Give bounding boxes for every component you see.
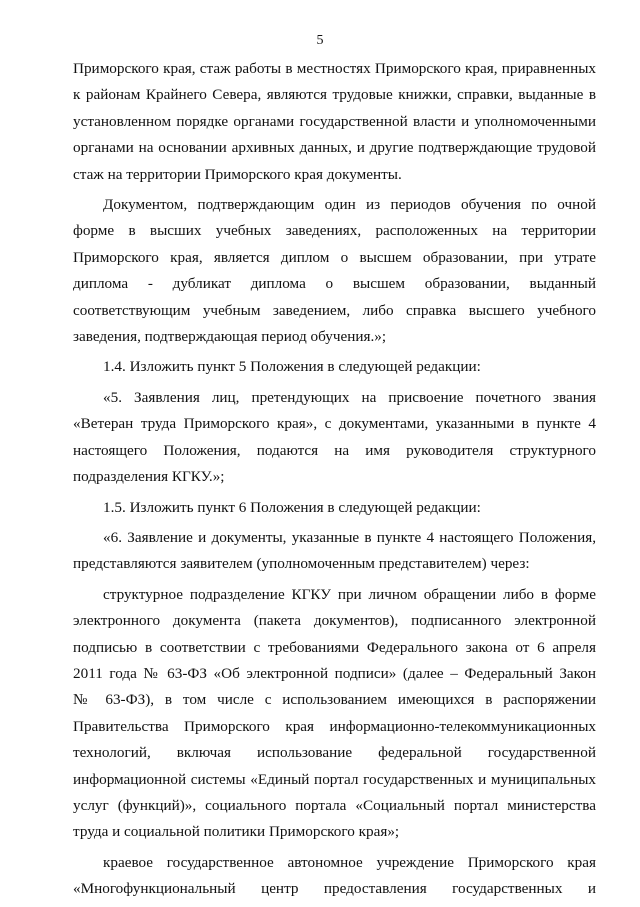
text-line: подписью в соответствии с требованиями Федерального закона от 6 апреля [73, 638, 596, 656]
text-line: 1.4. Изложить пункт 5 Положения в следующей редакции: [103, 358, 481, 376]
document-body [73, 56, 596, 907]
text-line: «Многофункциональный центр предоставления государственных и [73, 880, 596, 898]
text-line: настоящего Положения, подаются на имя руководителя структурного [73, 441, 596, 459]
text-line: диплома - дубликат диплома о высшем образовании, выданный [73, 275, 596, 293]
paragraph [73, 385, 596, 491]
text-line: стаж на территории Приморского края документы. [73, 165, 402, 183]
text-line: «Ветеран труда Приморского края», с документами, указанными в пункте 4 [73, 415, 596, 433]
text-line: структурное подразделение КГКУ при личном обращении либо в форме [103, 585, 596, 603]
text-line: Приморского края, является диплом о высшем образовании, при утрате [73, 248, 596, 266]
text-line: труда и социальной политики Приморского края»; [73, 823, 400, 841]
paragraph [73, 354, 596, 380]
text-line: электронного документа (пакета документов), подписанного электронной [73, 612, 596, 630]
text-line: 1.5. Изложить пункт 6 Положения в следующей редакции: [103, 498, 481, 516]
paragraph [73, 192, 596, 350]
text-line: органами на основании архивных данных, и другие подтверждающие трудовой [73, 139, 596, 157]
text-line: к районам Крайнего Севера, являются трудовые книжки, справки, выданные в [73, 86, 596, 104]
text-line: представляются заявителем (уполномоченным представителем) через: [73, 555, 530, 573]
text-line: установленном порядке органами государственной власти и уполномоченными [73, 112, 596, 130]
text-line: информационной системы «Единый портал государственных и муниципальных [73, 770, 596, 788]
paragraph [73, 525, 596, 578]
paragraph [73, 56, 596, 188]
paragraph [73, 495, 596, 521]
text-line: Документом, подтверждающим один из периодов обучения по очной [103, 196, 596, 214]
text-line: «6. Заявление и документы, указанные в пункте 4 настоящего Положения, [103, 528, 596, 546]
text-line: 2011 года № 63-ФЗ «Об электронной подписи» (далее – Федеральный Закон [73, 664, 596, 682]
text-line: технологий, включая использование федеральной государственной [73, 744, 596, 762]
text-line: соответствующим учебным заведением, либо справка высшего учебного [73, 301, 596, 319]
text-line: «5. Заявления лиц, претендующих на присвоение почетного звания [103, 388, 596, 406]
page-number: 5 [316, 33, 324, 48]
text-line: заведения, подтверждающая период обучения.»; [73, 328, 387, 346]
paragraph [73, 582, 596, 846]
text-line: услуг (функций)», социального портала «Социальный портал министерства [73, 796, 596, 814]
text-line: Приморского края, стаж работы в местностях Приморского края, приравненных [73, 60, 596, 77]
text-line: подразделения КГКУ.»; [73, 468, 225, 486]
paragraph [73, 850, 596, 903]
text-line: форме в высших учебных заведениях, расположенных на территории [73, 222, 596, 240]
text-line: № 63-ФЗ), в том числе с использованием имеющихся в распоряжении [73, 691, 596, 709]
text-line: краевое государственное автономное учреждение Приморского края [103, 853, 596, 871]
text-line: Правительства Приморского края информационно-телекоммуникационных [73, 717, 596, 735]
